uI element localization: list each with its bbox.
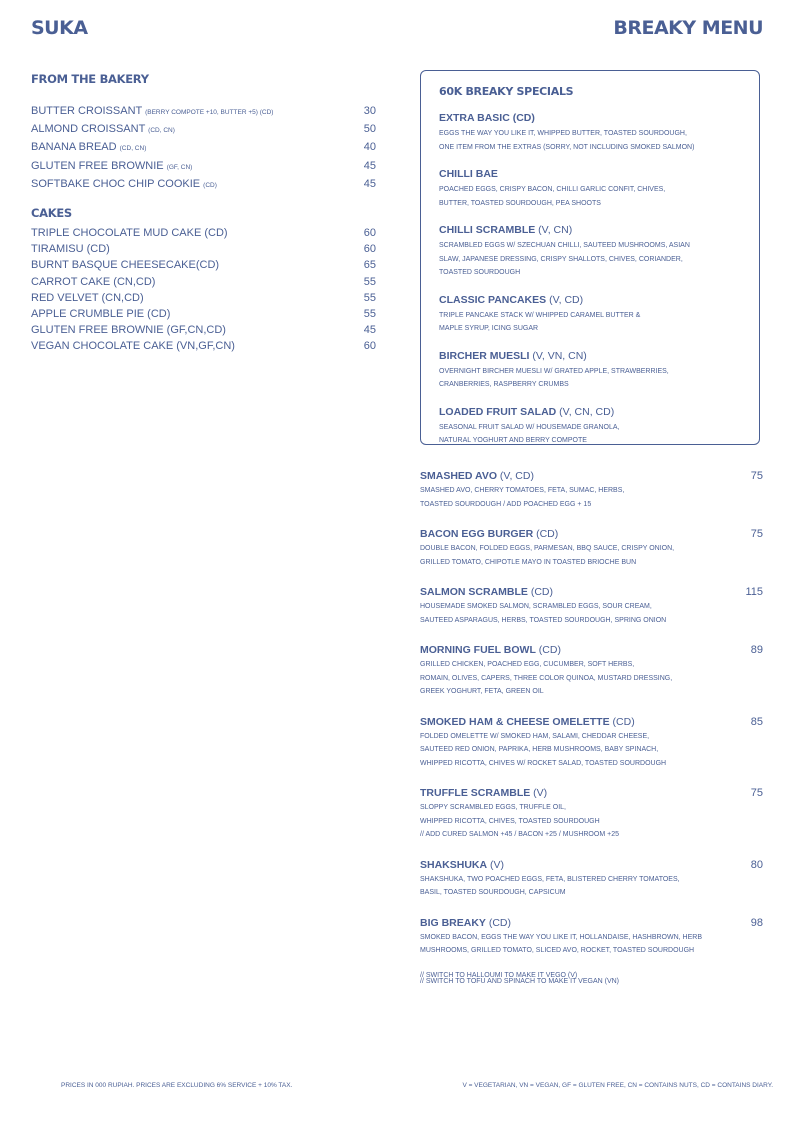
- item-tag: (V, VN, CN): [529, 349, 587, 362]
- item-desc-line: EGGS THE WAY YOU LIKE IT, WHIPPED BUTTER, TOASTED SOURDOUGH,: [439, 130, 687, 137]
- item-price: 115: [745, 586, 763, 598]
- item-price: 55: [363, 308, 376, 321]
- item-desc-line: GREEK YOGHURT, FETA, GREEN OIL: [420, 688, 544, 695]
- bakery-item: [31, 176, 376, 194]
- item-note: (CD): [203, 181, 217, 189]
- item-desc-line: FOLDED OMELETTE W/ SMOKED HAM, SALAMI, CHEDDAR CHEESE,: [420, 732, 650, 740]
- item-note: (BERRY COMPOTE +10, BUTTER +5) (CD): [145, 109, 274, 116]
- bakery-list: [31, 103, 376, 194]
- item-price: 45: [363, 159, 376, 172]
- item-name: TRUFFLE SCRAMBLE: [420, 787, 531, 799]
- item-price: 60: [363, 243, 376, 256]
- item-desc-line: SMASHED AVO, CHERRY TOMATOES, FETA, SUMAC, HERBS,: [420, 487, 625, 494]
- item-desc-line: OVERNIGHT BIRCHER MUESLI W/ GRATED APPLE, STRAWBERRIES,: [439, 367, 669, 375]
- item-name: BIG BREAKY: [420, 916, 486, 929]
- swap-note: // SWITCH TO HALLOUMI TO MAKE IT VEGO (V): [420, 971, 578, 979]
- item-name: BANANA BREAD: [31, 141, 120, 154]
- item-name: CHILLI SCRAMBLE: [439, 224, 536, 236]
- item-price: 75: [750, 470, 763, 482]
- item-tag: (CD): [535, 644, 561, 656]
- item-desc-line: SMOKED BACON, EGGS THE WAY YOU LIKE IT, HOLLANDAISE, HASHBROWN, HERB: [420, 933, 703, 941]
- special-item: [439, 224, 741, 280]
- item-desc-line: BASIL, TOASTED SOURDOUGH, CAPSICUM: [420, 889, 566, 896]
- item-name: APPLE CRUMBLE PIE (CD): [31, 308, 171, 321]
- main-item: [420, 716, 763, 771]
- menu-title: BREAKY MENU: [613, 17, 763, 39]
- item-price: 65: [363, 259, 376, 272]
- item-price: 45: [363, 324, 376, 337]
- main-item: [420, 644, 763, 699]
- cake-item: [31, 290, 376, 306]
- item-tag: (V, CN): [535, 224, 573, 236]
- item-desc-line: GRILLED CHICKEN, POACHED EGG, CUCUMBER, SOFT HERBS,: [420, 661, 635, 668]
- bakery-item: [31, 103, 376, 121]
- item-desc-line: SCRAMBLED EGGS W/ SZECHUAN CHILLI, SAUTEED MUSHROOMS, ASIAN: [439, 242, 690, 249]
- item-price: 45: [363, 177, 376, 190]
- item-desc-line: MUSHROOMS, GRILLED TOMATO, SLICED AVO, ROCKET, TOASTED SOURDOUGH: [420, 947, 695, 954]
- special-item: [439, 294, 741, 336]
- item-name: CARROT CAKE (CN,CD): [31, 275, 156, 288]
- bakery-item: [31, 139, 376, 157]
- item-tag: (CD): [609, 715, 635, 728]
- item-price: 50: [363, 123, 376, 136]
- item-tag: (CD): [527, 586, 553, 598]
- item-tag: (V, CN, CD): [556, 405, 615, 418]
- item-name: CHILLI BAE: [439, 168, 498, 180]
- item-desc-line: SEASONAL FRUIT SALAD W/ HOUSEMADE GRANOLA,: [439, 423, 620, 431]
- item-name: GLUTEN FREE BROWNIE (GF,CN,CD): [31, 324, 226, 337]
- item-price: 40: [363, 141, 376, 154]
- item-price: 55: [363, 291, 376, 304]
- main-item: [420, 787, 763, 842]
- item-desc-line: NATURAL YOGHURT AND BERRY COMPOTE: [439, 437, 587, 444]
- main-item: [420, 470, 763, 511]
- item-price: 85: [750, 715, 763, 728]
- brand-name: SUKA: [31, 17, 88, 39]
- item-desc-line: GRILLED TOMATO, CHIPOTLE MAYO IN TOASTED BRIOCHE BUN: [420, 558, 637, 566]
- item-tag: (V, CD): [497, 470, 534, 482]
- item-desc-line: SLAW, JAPANESE DRESSING, CRISPY SHALLOTS, CHIVES, CORIANDER,: [439, 255, 683, 263]
- item-desc-line: MAPLE SYRUP, ICING SUGAR: [439, 325, 539, 332]
- main-item: [420, 859, 763, 900]
- specials-box: [420, 70, 760, 445]
- item-desc-line: DOUBLE BACON, FOLDED EGGS, PARMESAN, BBQ SAUCE, CRISPY ONION,: [420, 545, 675, 552]
- item-name: TIRAMISU (CD): [31, 243, 110, 256]
- item-name: BURNT BASQUE CHEESECAKE(CD): [31, 259, 220, 272]
- item-name: SALMON SCRAMBLE: [420, 586, 528, 598]
- item-desc-line: TOASTED SOURDOUGH / ADD POACHED EGG + 15: [420, 500, 592, 508]
- cake-item: [31, 257, 376, 273]
- special-item: [439, 112, 741, 154]
- item-desc-line: CRANBERRIES, RASPBERRY CRUMBS: [439, 381, 569, 388]
- item-tag: (V, CD): [546, 293, 584, 306]
- item-name: TRIPLE CHOCOLATE MUD CAKE (CD): [31, 227, 228, 240]
- main-item: [420, 917, 763, 958]
- item-tag: (CD): [485, 916, 512, 929]
- item-price: 60: [363, 227, 376, 240]
- item-price: 89: [750, 644, 763, 656]
- item-name: EXTRA BASIC (CD): [439, 112, 535, 124]
- item-name: BACON EGG BURGER: [420, 528, 534, 540]
- item-name: CLASSIC PANCAKES: [439, 293, 547, 306]
- item-desc-line: // ADD CURED SALMON +45 / BACON +25 / MUSHROOM +25: [420, 831, 619, 838]
- item-tag: (CD): [533, 528, 559, 540]
- item-desc-line: ONE ITEM FROM THE EXTRAS (SORRY, NOT INCLUDING SMOKED SALMON): [439, 143, 695, 151]
- main-item: [420, 586, 763, 627]
- cake-item: [31, 274, 376, 290]
- item-desc-line: SAUTEED ASPARAGUS, HERBS, TOASTED SOURDOUGH, SPRING ONION: [420, 616, 667, 624]
- item-desc-line: ROMAIN, OLIVES, CAPERS, THREE COLOR QUINOA, MUSTARD DRESSING,: [420, 674, 673, 682]
- price-disclaimer: PRICES IN 000 RUPIAH. PRICES ARE EXCLUDING 6% SERVICE + 10% TAX.: [61, 1082, 293, 1089]
- cake-item: [31, 241, 376, 257]
- special-item: [439, 406, 741, 448]
- bakery-item: [31, 158, 376, 176]
- item-name: SHAKSHUKA: [420, 858, 488, 871]
- item-desc-line: TOASTED SOURDOUGH: [439, 269, 521, 276]
- special-item: [439, 168, 741, 210]
- item-note: (CD, CN): [148, 127, 175, 135]
- item-name: BIRCHER MUESLI: [439, 349, 530, 362]
- item-name: SOFTBAKE CHOC CHIP COOKIE: [31, 177, 204, 190]
- item-name: VEGAN CHOCOLATE CAKE (VN,GF,CN): [31, 340, 235, 353]
- item-desc-line: SLOPPY SCRAMBLED EGGS, TRUFFLE OIL,: [420, 804, 567, 811]
- item-name: SMOKED HAM & CHEESE OMELETTE: [420, 715, 610, 728]
- mains-list: [420, 470, 763, 987]
- main-item: [420, 528, 763, 569]
- item-price: 60: [363, 340, 376, 353]
- item-price: 98: [750, 916, 763, 929]
- cake-item: [31, 306, 376, 322]
- cakes-list: [31, 225, 376, 355]
- item-note: (GF, CN): [166, 163, 193, 171]
- item-desc-line: POACHED EGGS, CRISPY BACON, CHILLI GARLIC CONFIT, CHIVES,: [439, 186, 666, 193]
- item-desc-line: TRIPLE PANCAKE STACK W/ WHIPPED CARAMEL BUTTER &: [439, 311, 641, 319]
- cake-item: [31, 322, 376, 338]
- item-desc-line: HOUSEMADE SMOKED SALMON, SCRAMBLED EGGS, SOUR CREAM,: [420, 603, 652, 610]
- item-desc-line: SHAKSHUKA, TWO POACHED EGGS, FETA, BLISTERED CHERRY TOMATOES,: [420, 875, 680, 883]
- item-price: 75: [750, 787, 763, 799]
- item-note: (CD, CN): [119, 145, 147, 153]
- dietary-legend: V = VEGETARIAN, VN = VEGAN, GF = GLUTEN FREE, CN = CONTAINS NUTS, CD = CONTAINS DIARY.: [462, 1082, 773, 1089]
- item-desc-line: WHIPPED RICOTTA, CHIVES, TOASTED SOURDOUGH: [420, 817, 600, 825]
- item-price: 80: [750, 858, 763, 871]
- item-name: RED VELVET (CN,CD): [31, 291, 144, 304]
- item-tag: (V): [530, 787, 548, 799]
- item-name: MORNING FUEL BOWL: [420, 644, 536, 656]
- cake-item: [31, 225, 376, 241]
- item-desc-line: WHIPPED RICOTTA, CHIVES W/ ROCKET SALAD, TOASTED SOURDOUGH: [420, 759, 667, 767]
- swap-note: // SWITCH TO TOFU AND SPINACH TO MAKE IT VEGAN (VN): [420, 977, 620, 985]
- item-name: GLUTEN FREE BROWNIE: [31, 159, 167, 172]
- item-name: BUTTER CROISSANT: [31, 105, 146, 117]
- specials-heading: 60K BREAKY SPECIALS: [439, 85, 574, 98]
- bakery-item: [31, 121, 376, 139]
- item-name: LOADED FRUIT SALAD: [439, 405, 557, 418]
- item-desc-line: SAUTEED RED ONION, PAPRIKA, HERB MUSHROOMS, BABY SPINACH,: [420, 746, 659, 753]
- item-tag: (V): [487, 858, 505, 871]
- special-item: [439, 350, 741, 392]
- item-name: SMASHED AVO: [420, 470, 498, 482]
- item-name: ALMOND CROISSANT: [31, 123, 149, 136]
- left-column: [31, 72, 376, 355]
- item-price: 75: [750, 528, 763, 540]
- item-desc-line: BUTTER, TOASTED SOURDOUGH, PEA SHOOTS: [439, 199, 601, 207]
- item-price: 30: [363, 105, 376, 117]
- cake-item: [31, 338, 376, 354]
- item-price: 55: [363, 275, 376, 288]
- cakes-heading: CAKES: [31, 206, 72, 221]
- bakery-heading: FROM THE BAKERY: [31, 72, 149, 86]
